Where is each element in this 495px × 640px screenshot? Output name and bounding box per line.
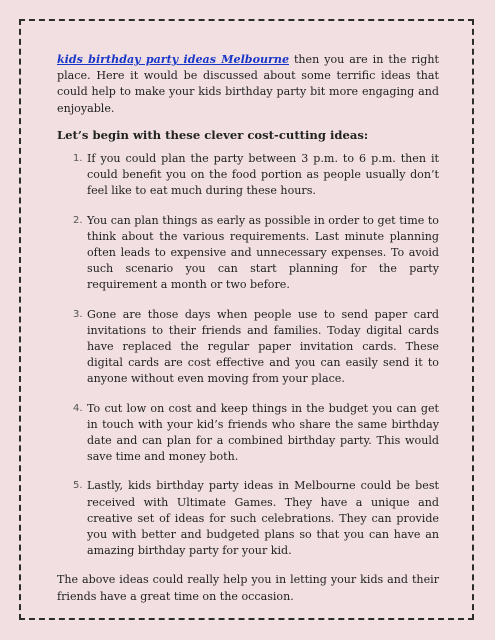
list-number: 4. [73,402,83,414]
tips-list [57,151,439,559]
intro-text: then you are in the right place. Here it would be discussed about some terrific ideas that could help to make your kids birthday party bit more engaging and enjoyable. [57,53,439,115]
list-item-text: Lastly, kids birthday party ideas in Melbourne could be best received with Ultimate Games. They have a unique and creative set of ideas for such celebrations. They can provide you with better and budgeted plans so that you can have an amazing birthday party for your kid. [87,479,439,558]
list-item-text: You can plan things as early as possible in order to get time to think about the various requirements. Last minute planning often leads to expensive and unnecessary expenses. To avoid such scenario you can start planning for the party requirement a month or two before. [87,213,439,292]
list-item [57,478,439,559]
list-number: 1. [73,153,83,165]
document-body [57,52,439,605]
list-number: 2. [73,214,83,226]
list-item [57,213,439,294]
list-item [57,401,439,466]
intro-paragraph [57,52,439,117]
list-number: 3. [73,308,83,320]
list-item [57,307,439,388]
list-item-text: To cut low on cost and keep things in the budget you can get in touch with your kid’s friends who share the same birthday date and can plan for a combined birthday party. This would save time and money both. [87,401,439,464]
list-item-text: Gone are those days when people use to send paper card invitations to their friends and families. Today digital cards have replaced the regular paper invitation cards. These digital cards are cost effective and you can easily send it to anyone without even moving from your place. [87,307,439,386]
list-item-text: If you could plan the party between 3 p.m. to 6 p.m. then it could benefit you on the food portion as people usually don’t feel like to eat much during these hours. [87,152,439,198]
intro-link[interactable]: kids birthday party ideas Melbourne [57,53,289,66]
list-number: 5. [73,480,83,492]
section-heading: Let’s begin with these clever cost-cutting ideas: [57,127,369,142]
list-item [57,151,439,200]
closing-paragraph: The above ideas could really help you in letting your kids and their friends have a great time on the occasion. [57,573,439,603]
